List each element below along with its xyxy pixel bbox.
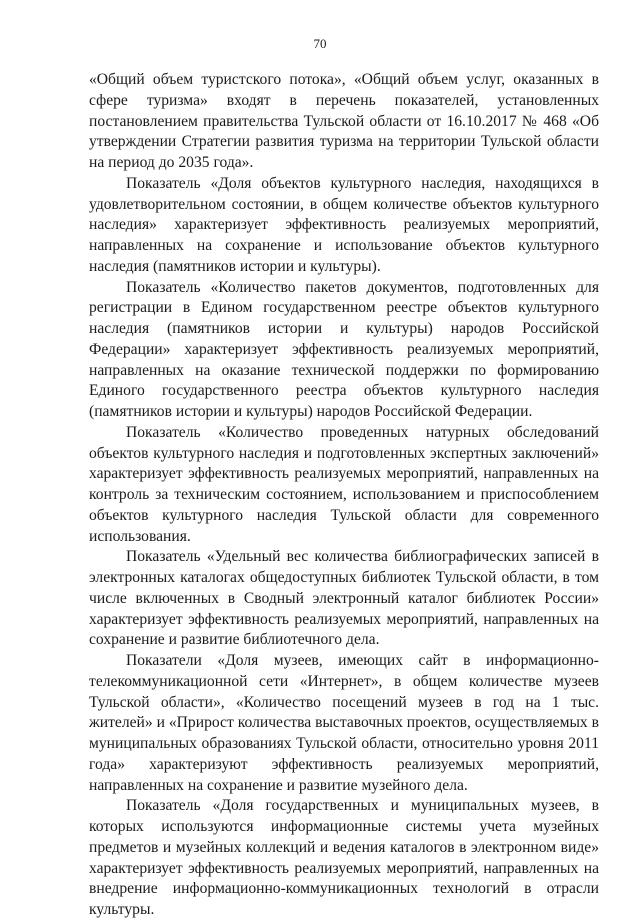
page-number: 70: [313, 36, 327, 51]
paragraph-bibliographic-records: Показатель «Удельный вес количества библиографических записей в электронных каталогах общедоступных библиотек Тульской области, в том числе включенных в Сводный электронный каталог библиотек России» характеризует эффективность реализуемых мероприятий, направленных на сохранение и развитие библиотечного дела.: [89, 548, 599, 649]
document-body: [89, 70, 599, 921]
paragraph-field-surveys: Показатель «Количество проведенных натурных обследований объектов культурного наследия и подготовленных экспертных заключений» характеризует эффективность реализуемых мероприятий, направленных на контроль за техническим состоянием, использованием и приспособлением объектов культурного наследия Тульской области для современного использования.: [89, 423, 599, 545]
paragraph-museum-indicators: Показатели «Доля музеев, имеющих сайт в информационно-телекоммуникационной сети «Интернет», в общем количестве музеев Тульской области», «Количество посещений музеев в год на 1 тыс. жителей» и «Прирост количества выставочных проектов, осуществляемых в муниципальных образованиях Тульской области, относительно уровня 2011 года» характеризуют эффективность реализуемых мероприятий, направленных на сохранение и развитие музейного дела.: [89, 652, 599, 794]
paragraph-registry-documents: Показатель «Количество пакетов документов, подготовленных для регистрации в Едином государственном реестре объектов культурного наследия (памятников истории и культуры) народов Российской Федерации» характеризует эффективность реализуемых мероприятий, направленных на оказание технической поддержки по формированию Единого государственного реестра объектов культурного наследия (памятников истории и культуры) народов Российской Федерации.: [89, 278, 599, 420]
paragraph-cultural-heritage-share: Показатель «Доля объектов культурного наследия, находящихся в удовлетворительном состоянии, в общем количестве объектов культурного наследия» характеризует эффективность реализуемых мероприятий, направленных на сохранение и использование объектов культурного наследия (памятников истории и культуры).: [89, 174, 599, 275]
paragraph-tourism-continuation: «Общий объем туристского потока», «Общий объем услуг, оказанных в сфере туризма» входят в перечень показателей, установленных постановлением правительства Тульской области от 16.10.2017 № 468 «Об утверждении Стратегии развития туризма на территории Тульской области на период до 2035 года».: [89, 71, 599, 171]
paragraph-museum-information-systems: Показатель «Доля государственных и муниципальных музеев, в которых используются информационные системы учета музейных предметов и музейных коллекций и ведения каталогов в электронном виде» характеризует эффективность реализуемых мероприятий, направленных на внедрение информационно-коммуникационных технологий в отрасли культуры.: [89, 797, 599, 918]
